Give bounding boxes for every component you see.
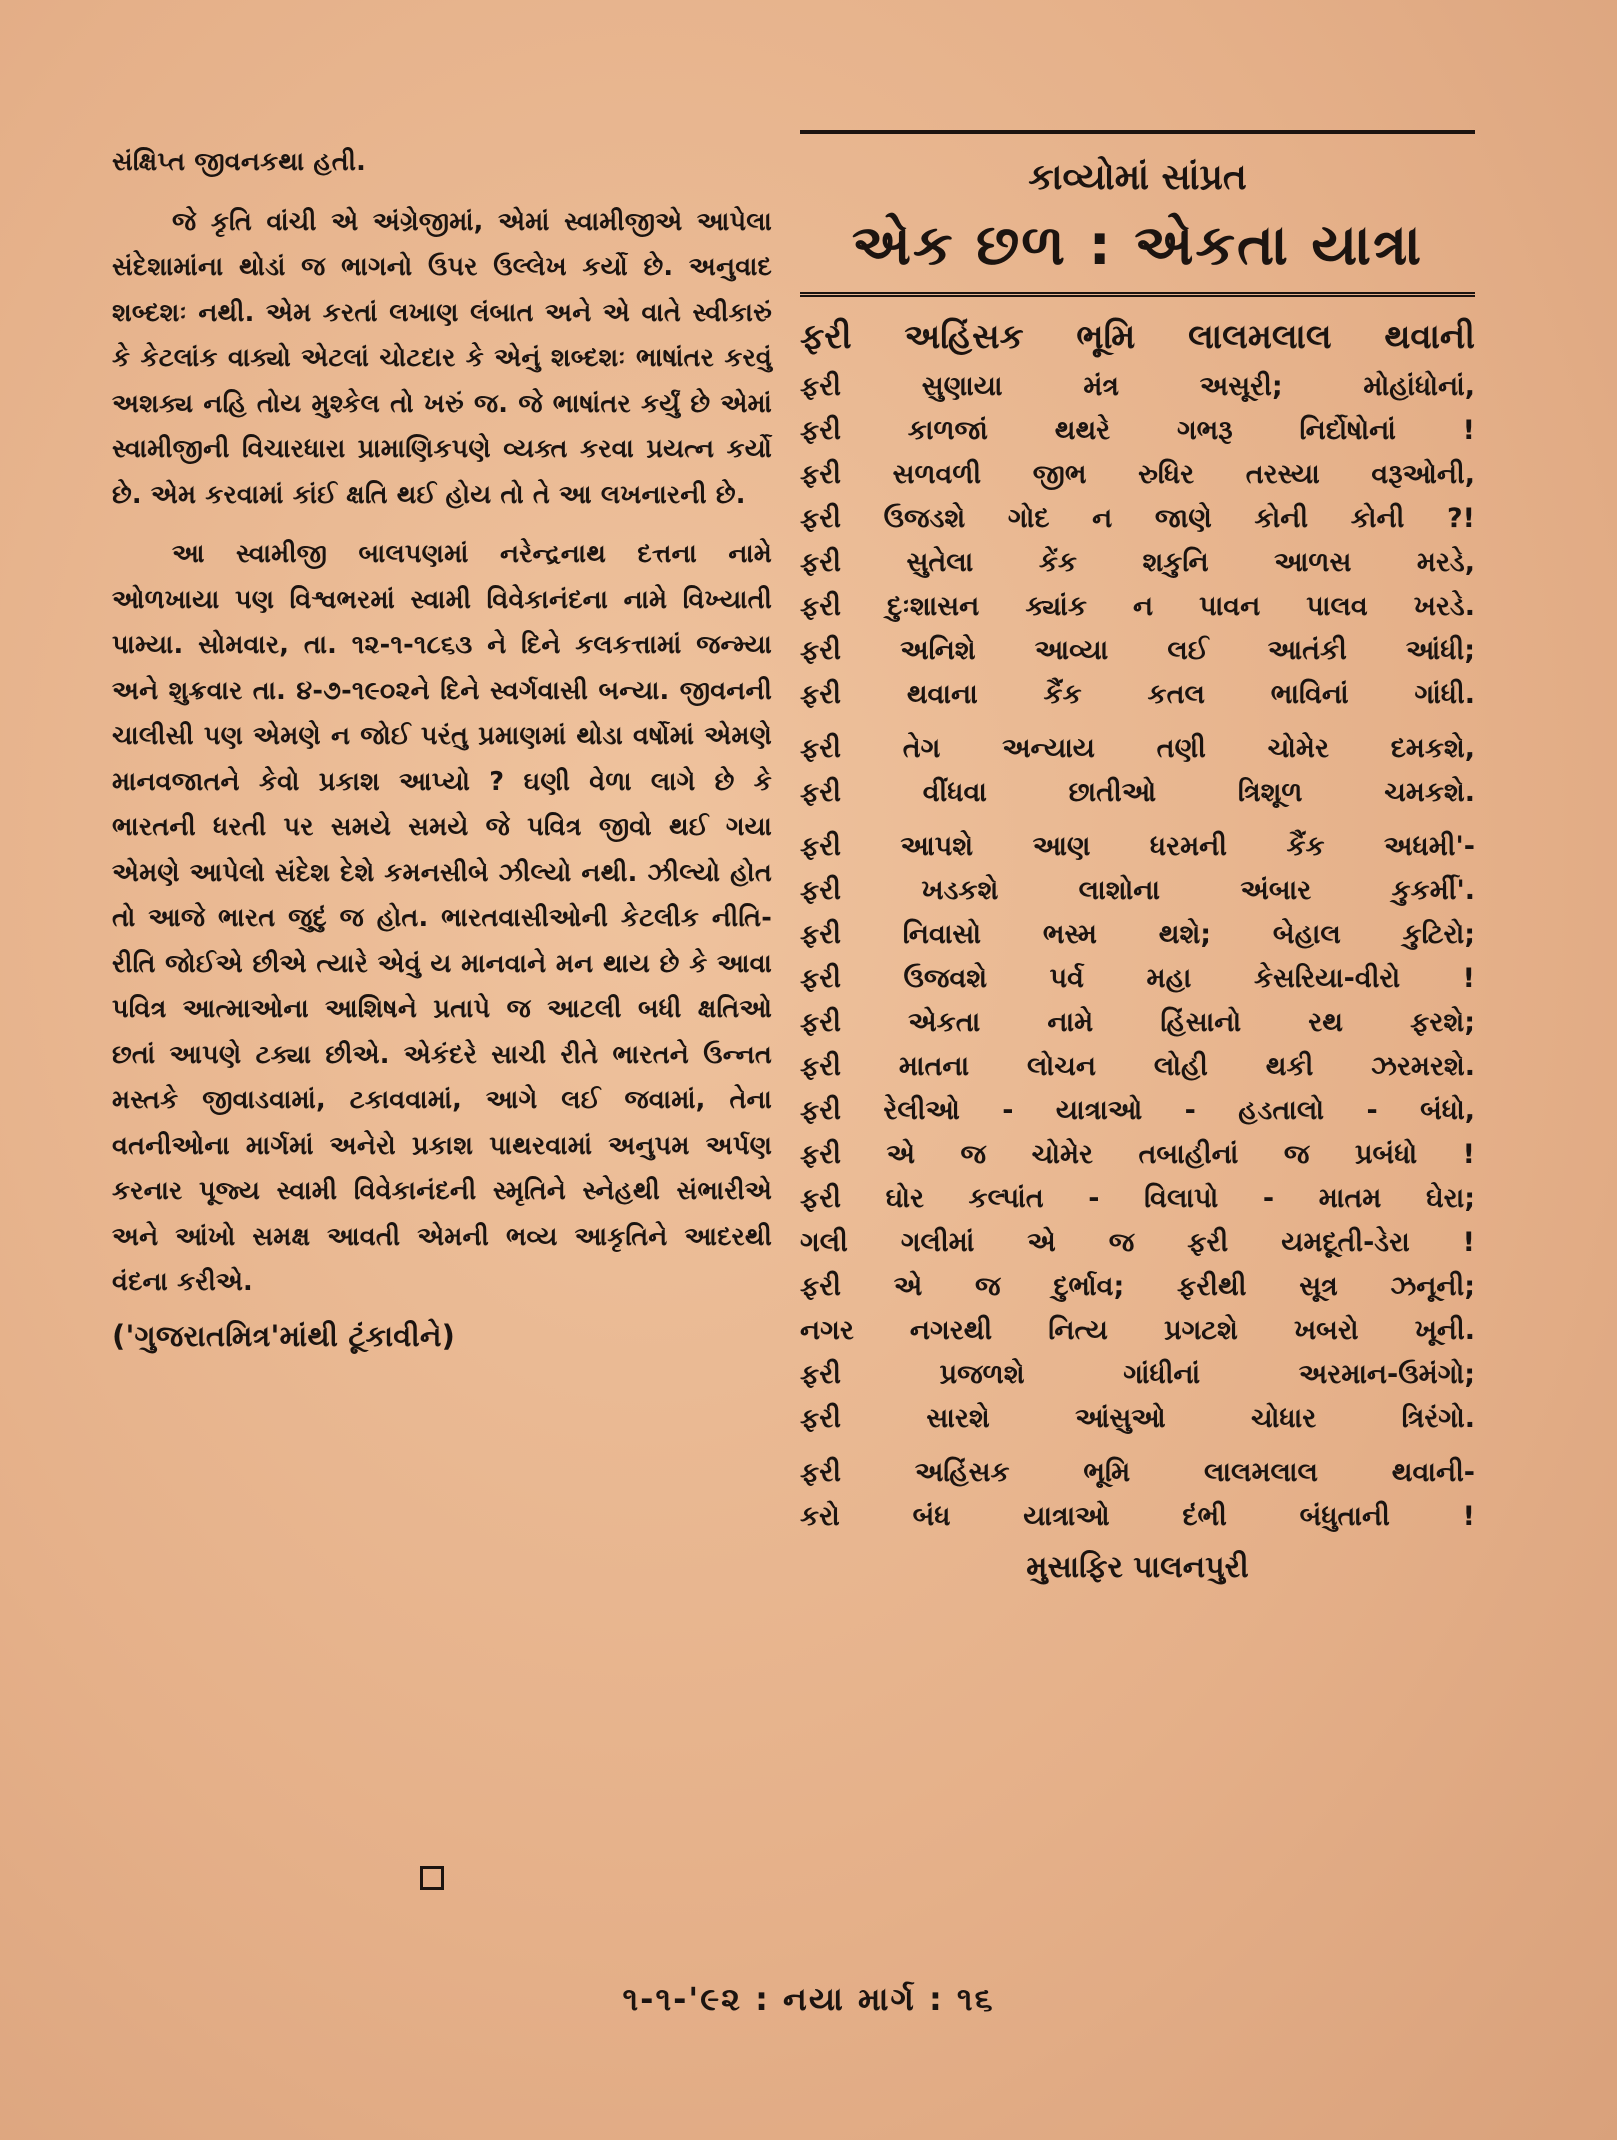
stanza-gap bbox=[800, 717, 1475, 727]
poem-line: ફરી વીંધવા છાતીઓ ત્રિશૂળ ચમકશે. bbox=[800, 777, 1475, 808]
stanza-gap bbox=[800, 815, 1475, 825]
page-footer: ૧-૧-'૯૨ : નયા માર્ગ : ૧૬ bbox=[622, 1980, 995, 2018]
poem-line: ફરી આપશે આણ ધરમની કૈંક અધમી'- bbox=[800, 831, 1475, 862]
poem-line: ફરી એ જ ચોમેર તબાહીનાં જ પ્રબંધો ! bbox=[800, 1139, 1475, 1170]
section-heading: કાવ્યોમાં સાંપ્રત bbox=[1028, 157, 1247, 198]
poem-line: ગલી ગલીમાં એ જ ફરી યમદૂતી-ડેરા ! bbox=[800, 1227, 1475, 1258]
poem-line: ફરી ખડકશે લાશોના અંબાર કુકર્મી'. bbox=[800, 875, 1475, 906]
paragraph-1: સંક્ષિપ્ત જીવનકથા હતી. bbox=[112, 147, 366, 177]
end-mark bbox=[420, 1866, 444, 1890]
poem-author: મુસાફિર પાલનપુરી bbox=[1026, 1550, 1249, 1585]
poem-line: ફરી એ જ દુર્ભાવ; ફરીથી સૂત્ર ઝનૂની; bbox=[800, 1271, 1475, 1302]
poem-line: ફરી દુઃશાસન ક્યાંક ન પાવન પાલવ ખરડે. bbox=[800, 591, 1475, 622]
left-column bbox=[112, 140, 772, 1359]
poem bbox=[800, 309, 1475, 1539]
source-credit: ('ગુજરાતમિત્ર'માંથી ટૂંકાવીને) bbox=[112, 1318, 456, 1353]
poem-line: ફરી તેગ અન્યાય તણી ચોમેર દમકશે, bbox=[800, 733, 1475, 764]
paragraph-2: જે કૃતિ વાંચી એ અંગ્રેજીમાં, એમાં સ્વામીજીએ આપેલા સંદેશામાંના થોડાં જ ભાગનો ઉપર ઉલ્લેખ કર્યો છે. અનુવાદ શબ્દશઃ નથી. એમ કરતાં લખાણ લંબાત અને એ વાતે સ્વીકારું કે કેટલાંક વાક્યો એટલાં ચોટદાર કે એનું શબ્દશઃ ભાષાંતર કરવું અશક્ય નહિ તોય મુશ્કેલ તો ખરું જ. જે ભાષાંતર કર્યું છે એમાં સ્વામીજીની વિચારધારા પ્રામાણિકપણે વ્યક્ત કરવા પ્રયત્ન કર્યો છે. એમ કરવામાં કાંઈ ક્ષતિ થઈ હોય તો તે આ લખનારની છે. bbox=[112, 206, 772, 510]
poem-line: ફરી અહિંસક ભૂમિ લાલમલાલ થવાની bbox=[800, 317, 1475, 357]
poem-line: ફરી કાળજાં થથરે ગભરૂ નિર્દોષોનાં ! bbox=[800, 415, 1475, 446]
right-column bbox=[800, 130, 1475, 1593]
poem-line: ફરી રેલીઓ - યાત્રાઓ - હડતાલો - બંધો, bbox=[800, 1095, 1475, 1126]
poem-line: ફરી સારશે આંસુઓ ચોધાર ત્રિરંગો. bbox=[800, 1403, 1475, 1434]
top-rule bbox=[800, 130, 1475, 134]
poem-line: કરો બંધ યાત્રાઓ દંભી બંધુતાની ! bbox=[800, 1501, 1475, 1532]
poem-line: ફરી ઘોર કલ્પાંત - વિલાપો - માતમ ઘેરા; bbox=[800, 1183, 1475, 1214]
poem-title: એક છળ : એકતા યાત્રા bbox=[851, 213, 1424, 278]
poem-line: ફરી સળવળી જીભ રુધિર તરસ્યા વરૂઓની, bbox=[800, 459, 1475, 490]
stanza-gap bbox=[800, 1441, 1475, 1451]
poem-line: ફરી સુણાયા મંત્ર અસૂરી; મોહાંધોનાં, bbox=[800, 371, 1475, 402]
poem-line: ફરી ઉજવશે પર્વ મહા કેસરિયા-વીરો ! bbox=[800, 963, 1475, 994]
poem-line: ફરી થવાના કૈંક કતલ ભાવિનાં ગાંધી. bbox=[800, 679, 1475, 710]
poem-line: ફરી એકતા નામે હિંસાનો રથ ફરશે; bbox=[800, 1007, 1475, 1038]
poem-line: ફરી પ્રજળશે ગાંધીનાં અરમાન-ઉમંગો; bbox=[800, 1359, 1475, 1390]
poem-line: ફરી અહિંસક ભૂમિ લાલમલાલ થવાની- bbox=[800, 1457, 1475, 1488]
paragraph-3: આ સ્વામીજી બાલપણમાં નરેન્દ્રનાથ દત્તના નામે ઓળખાયા પણ વિશ્વભરમાં સ્વામી વિવેકાનંદના નામે વિખ્યાતી પામ્યા. સોમવાર, તા. ૧૨-૧-૧૮૬૩ ને દિને કલકત્તામાં જન્મ્યા અને શુક્રવાર તા. ૪-૭-૧૯૦૨ને દિને સ્વર્ગવાસી બન્યા. જીવનની ચાલીસી પણ એમણે ન જોઈ પરંતુ પ્રમાણમાં થોડા વર્ષોમાં એમણે માનવજાતને કેવો પ્રકાશ આપ્યો ? ઘણી વેળા લાગે છે કે ભારતની ધરતી પર સમયે સમયે જે પવિત્ર જીવો થઈ ગયા એમણે આપેલો સંદેશ દેશે કમનસીબે ઝીલ્યો નથી. ઝીલ્યો હોત તો આજે ભારત જુદું જ હોત. ભારતવાસીઓની કેટલીક નીતિ-રીતિ જોઈએ છીએ ત્યારે એવું ય માનવાને મન થાય છે કે આવા પવિત્ર આત્માઓના આશિષને પ્રતાપે જ આટલી બધી ક્ષતિઓ છતાં આપણે ટક્યા છીએ. એકંદરે સાચી રીતે ભારતને ઉન્નત મસ્તકે જીવાડવામાં, ટકાવવામાં, આગે લઈ જવામાં, તેના વતનીઓના માર્ગમાં અનેરો પ્રકાશ પાથરવામાં અનુપમ અર્પણ કરનાર પૂજ્ય સ્વામી વિવેકાનંદની સ્મૃતિને સ્નેહથી સંભારીએ અને આંખો સમક્ષ આવતી એમની ભવ્ય આકૃતિને આદરથી વંદના કરીએ. bbox=[112, 539, 772, 1297]
poem-line: ફરી સુતેલા કેંક શકુનિ આળસ મરડે, bbox=[800, 547, 1475, 578]
title-rule bbox=[800, 292, 1475, 297]
poem-line: ફરી ઉજડશે ગોદ ન જાણે કોની કોની ?! bbox=[800, 503, 1475, 534]
poem-line: ફરી માતના લોચન લોહી થકી ઝરમરશે. bbox=[800, 1051, 1475, 1082]
poem-line: નગર નગરથી નિત્ય પ્રગટશે ખબરો ખૂની. bbox=[800, 1315, 1475, 1346]
poem-line: ફરી અનિશે આવ્યા લઈ આતંકી આંધી; bbox=[800, 635, 1475, 666]
poem-line: ફરી નિવાસો ભસ્મ થશે; બેહાલ કુટિરો; bbox=[800, 919, 1475, 950]
